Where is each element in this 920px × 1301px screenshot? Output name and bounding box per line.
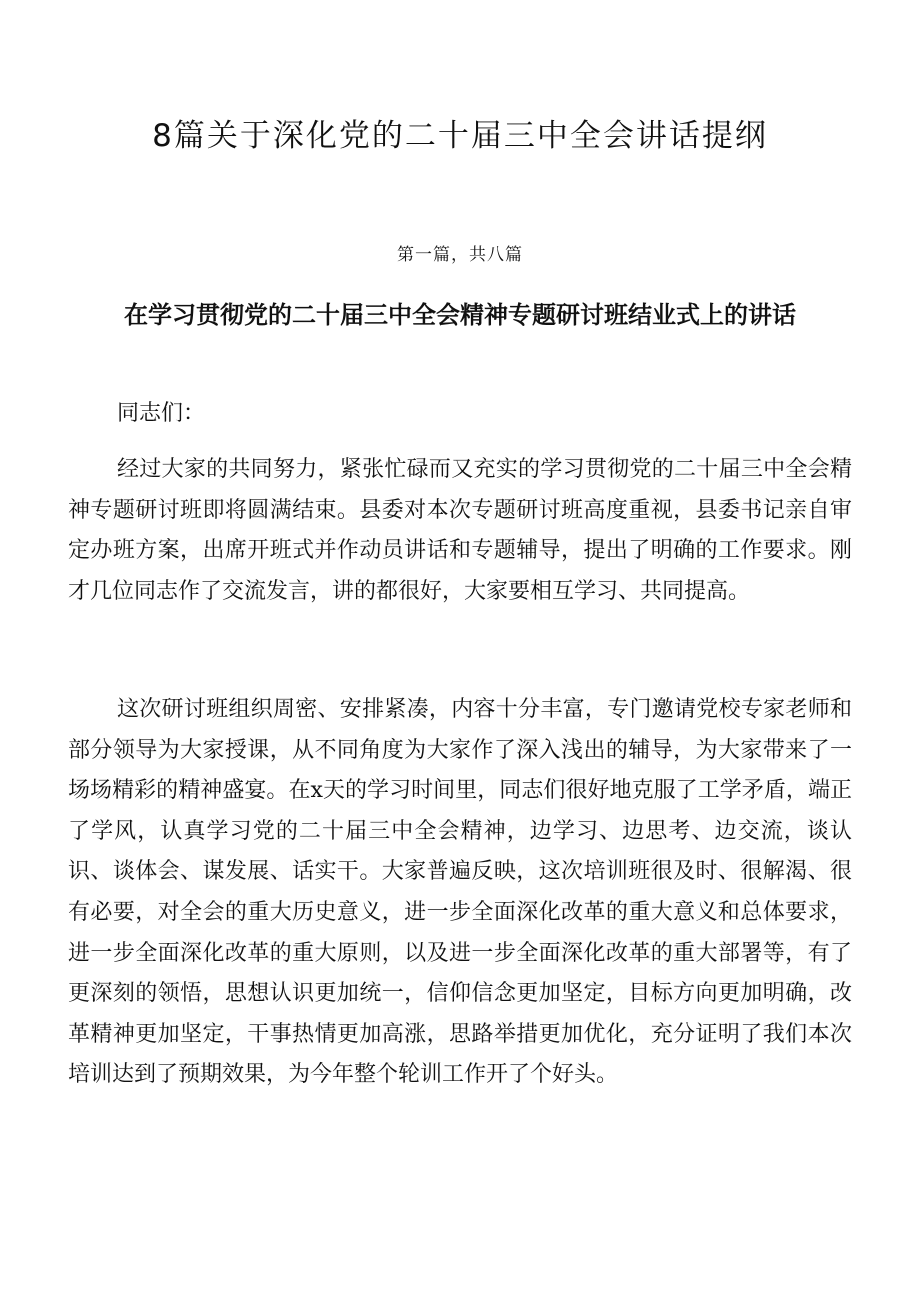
- paragraph-1: 经过大家的共同努力，紧张忙碌而又充实的学习贯彻党的二十届三中全会精神专题研讨班即将圆满结束。县委对本次专题研讨班高度重视，县委书记亲自审定办班方案，出席开班式并作动员讲话和专题辅导，提出了明确的工作要求。刚才几位同志作了交流发言，讲的都很好，大家要相互学习、共同提高。: [68, 457, 852, 604]
- paragraph-2: 这次研讨班组织周密、安排紧凑，内容十分丰富，专门邀请党校专家老师和部分领导为大家授课，从不同角度为大家作了深入浅出的辅导，为大家带来了一场场精彩的精神盛宴。在x天的学习时间里，同志们很好地克服了工学矛盾，端正了学风，认真学习党的二十届三中全会精神，边学习、边思考、边交流，谈认识、谈体会、谋发展、话实干。大家普遍反映，这次培训班很及时、很解渴、很有必要，对全会的重大历史意义，进一步全面深化改革的重大意义和总体要求，进一步全面深化改革的重大原则，以及进一步全面深化改革的重大部署等，有了更深刻的领悟，思想认识更加统一，信仰信念更加坚定，目标方向更加明确，改革精神更加坚定，干事热情更加高涨，思路举措更加优化，充分证明了我们本次培训达到了预期效果，为今年整个轮训工作开了个好头。: [68, 697, 852, 1088]
- salutation: 同志们：: [117, 401, 206, 426]
- document-title: 8篇关于深化党的二十届三中全会讲话提纲: [152, 118, 768, 154]
- section-label: 第一篇，共八篇: [397, 245, 523, 265]
- speech-title: 在学习贯彻党的二十届三中全会精神专题研讨班结业式上的讲话: [124, 301, 796, 329]
